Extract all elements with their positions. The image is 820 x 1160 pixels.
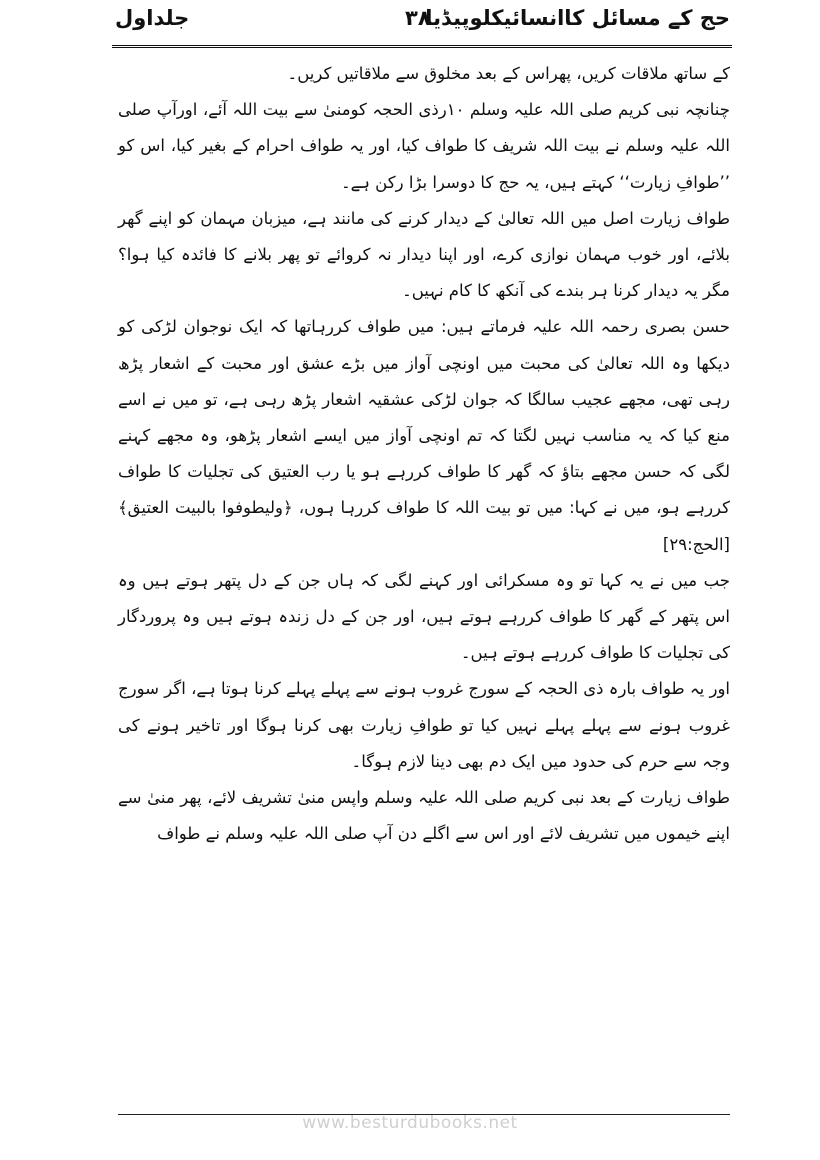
page-body	[118, 56, 730, 852]
paragraph: چنانچہ نبی کریم صلی اللہ علیہ وسلم ۱۰رذی الحجہ کومنیٰ سے بیت اللہ آئے، اورآپ صلی اللہ علیہ وسلم نے بیت اللہ شریف کا طواف کیا، اور یہ طواف احرام کے بغیر کیا، اس کو ’’طوافِ زیارت‘‘ کہتے ہیں، یہ حج کا دوسرا بڑا رکن ہے۔	[118, 100, 730, 192]
page-header	[115, 4, 730, 48]
header-divider	[112, 45, 732, 48]
paragraph: طواف زیارت اصل میں اللہ تعالیٰ کے دیدار کرنے کی مانند ہے، میزبان مہمان کو اپنے گھر بلائے، اور خوب مہمان نوازی کرے، اور اپنا دیدار نہ کروائے تو پھر بلانے کا فائدہ کیا ہوا؟ مگر یہ دیدار کرنا ہر بندے کی آنکھ کا کام نہیں۔	[118, 208, 730, 301]
paragraph: کے ساتھ ملاقات کریں، پھراس کے بعد مخلوق سے ملاقاتیں کریں۔	[287, 64, 730, 83]
paragraph: حسن بصری رحمہ اللہ علیہ فرماتے ہیں: میں طواف کررہاتھا کہ ایک نوجوان لڑکی کو دیکھا وہ اللہ تعالیٰ کی محبت میں اونچی آواز میں بڑے عشق اور محبت کے اشعار پڑھ رہی تھی، مجھے عجیب سالگا کہ جوان لڑکی عشقیہ اشعار پڑھ رہی ہے، تو میں نے اسے منع کیا کہ یہ مناسب نہیں لگتا کہ تم اونچی آواز میں ایسے اشعار پڑھو، وہ مجھے کہنے لگی کہ حسن مجھے بتاؤ کہ گھر کا طواف کررہے ہو یا رب العتیق کی تجلیات کا طواف کررہے ہو، میں نے کہا: میں تو بیت اللہ کا طواف کررہا ہوں، ﴿ولیطوفوا بالبیت العتیق﴾ [الحج:۲۹]	[118, 317, 730, 554]
page-number: ۳۸	[405, 6, 431, 30]
watermark: www.besturdubooks.net	[302, 1113, 518, 1133]
paragraph: طواف زیارت کے بعد نبی کریم صلی اللہ علیہ وسلم واپس منیٰ تشریف لائے، پھر منیٰ سے اپنے خیموں میں تشریف لائے اور اس سے اگلے دن آپ صلی اللہ علیہ وسلم نے طواف	[118, 788, 730, 844]
volume-label: جلداول	[115, 6, 190, 30]
paragraph: اور یہ طواف بارہ ذی الحجہ کے سورج غروب ہونے سے پہلے پہلے کرنا ہوتا ہے، اگر سورج غروب ہونے سے پہلے پہلے نہیں کیا تو طوافِ زیارت بھی کرنا ہوگا اور تاخیر ہونے کی وجہ سے حرم کی حدود میں ایک دم بھی دینا لازم ہوگا۔	[118, 679, 730, 771]
book-title: حج کے مسائل کاانسائیکلوپیڈیا	[425, 6, 730, 30]
paragraph: جب میں نے یہ کہا تو وہ مسکرائی اور کہنے لگی کہ ہاں جن کے دل پتھر ہوتے ہیں وہ اس پتھر کے گھر کا طواف کررہے ہوتے ہیں، اور جن کے دل زندہ ہوتے ہیں وہ پروردگار کی تجلیات کا طواف کررہے ہوتے ہیں۔	[118, 570, 730, 663]
